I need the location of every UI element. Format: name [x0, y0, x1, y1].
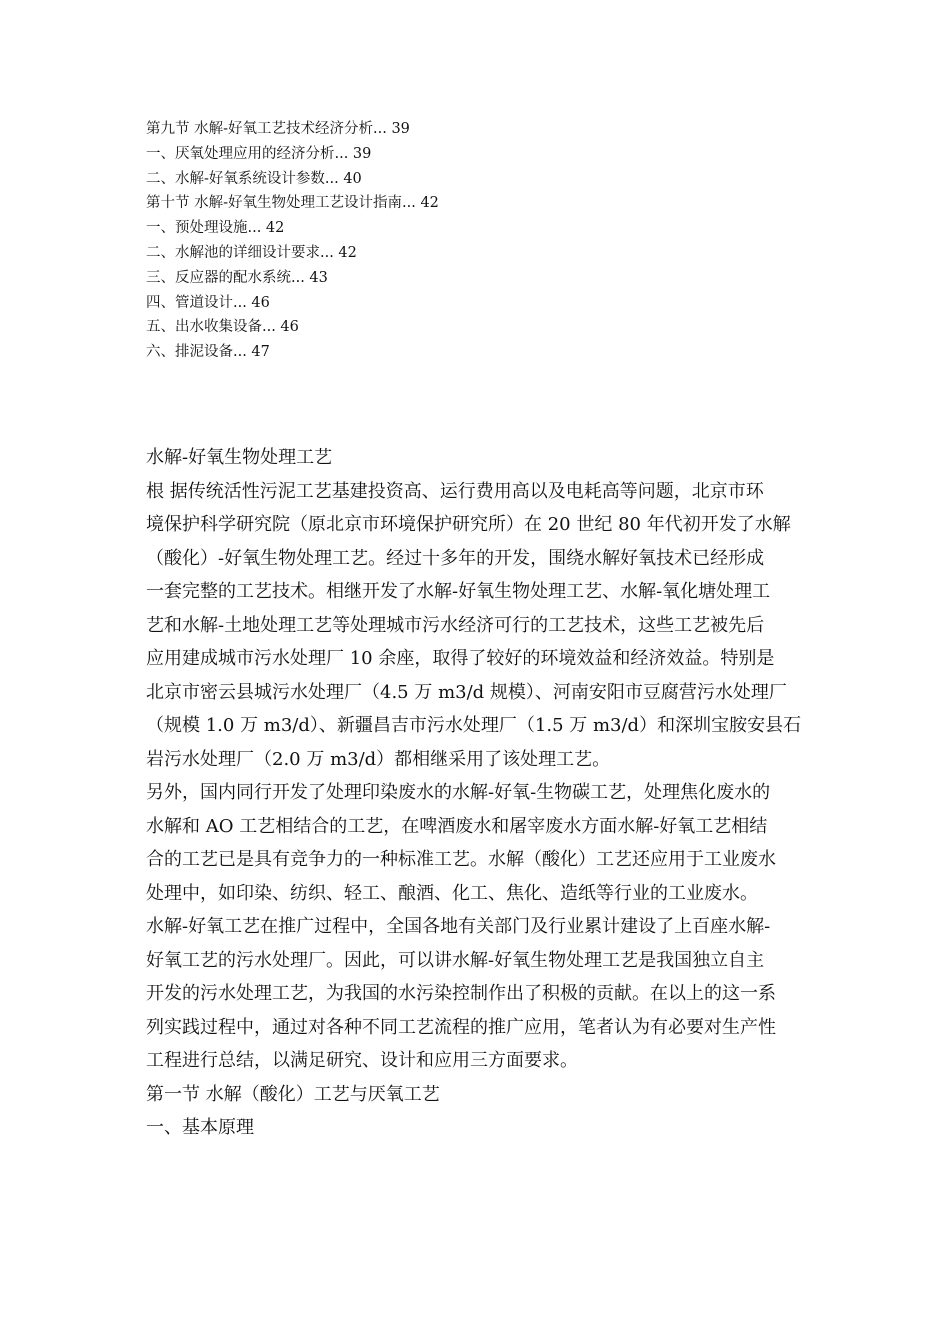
body-text-line: 水解和 AO 工艺相结合的工艺，在啤酒废水和屠宰废水方面水解-好氧工艺相结 — [146, 815, 768, 837]
section-title: 水解-好氧生物处理工艺 — [146, 447, 333, 468]
toc-entry[interactable]: 二、水解池的详细设计要求... 42 — [146, 244, 357, 261]
body-text-line: 工程进行总结，以满足研究、设计和应用三方面要求。 — [146, 1050, 578, 1071]
body-text-line: 好氧工艺的污水处理厂。因此，可以讲水解-好氧生物处理工艺是我国独立自主 — [146, 949, 765, 971]
toc-entry[interactable]: 五、出水收集设备... 46 — [146, 319, 299, 336]
toc-entry[interactable]: 第十节 水解-好氧生物处理工艺设计指南... 42 — [146, 195, 439, 212]
body-text-line: （规模 1.0 万 m3/d）、新疆昌吉市污水处理厂（1.5 万 m3/d）和深圳宝胺安县石 — [146, 715, 802, 736]
body-text-line: 处理中，如印染、纺织、轻工、酿酒、化工、焦化、造纸等行业的工业废水。 — [146, 882, 758, 904]
body-text-line: 根 据传统活性污泥工艺基建投资高、运行费用高以及电耗高等问题，北京市环 — [146, 480, 764, 502]
document-body — [146, 441, 808, 1145]
body-text-line: 一套完整的工艺技术。相继开发了水解-好氧生物处理工艺、水解-氧化塘处理工 — [146, 581, 771, 602]
toc-entry[interactable]: 四、管道设计... 46 — [146, 294, 270, 311]
toc-entry[interactable]: 一、预处理设施... 42 — [146, 220, 285, 237]
toc-entry[interactable]: 三、反应器的配水系统... 43 — [146, 269, 328, 286]
body-text-line: 境保护科学研究院（原北京市环境保护研究所）在 20 世纪 80 年代初开发了水解 — [146, 514, 791, 535]
toc-entry[interactable]: 第九节 水解-好氧工艺技术经济分析... 39 — [146, 121, 410, 137]
toc-entry[interactable]: 六、排泥设备... 47 — [146, 344, 270, 361]
body-text-line: 岩污水处理厂（2.0 万 m3/d）都相继采用了该处理工艺。 — [146, 748, 611, 770]
body-text-line: 北京市密云县城污水处理厂（4.5 万 m3/d 规模）、河南安阳市豆腐营污水处理厂 — [146, 681, 787, 703]
body-text-line: 水解-好氧工艺在推广过程中，全国各地有关部门及行业累计建设了上百座水解- — [146, 916, 771, 937]
body-text-line: （酸化）-好氧生物处理工艺。经过十多年的开发，围绕水解好氧技术已经形成 — [146, 547, 765, 569]
chapter-heading: 第一节 水解（酸化）工艺与厌氧工艺 — [146, 1083, 440, 1105]
toc-entry[interactable]: 一、厌氧处理应用的经济分析... 39 — [146, 145, 372, 162]
subsection-heading: 一、基本原理 — [146, 1117, 254, 1138]
body-text-line: 合的工艺已是具有竞争力的一种标准工艺。水解（酸化）工艺还应用于工业废水 — [146, 849, 776, 870]
body-text-line: 应用建成城市污水处理厂 10 余座，取得了较好的环境效益和经济效益。特别是 — [146, 648, 775, 669]
table-of-contents — [146, 117, 846, 365]
body-text-line: 另外，国内同行开发了处理印染废水的水解-好氧-生物碳工艺，处理焦化废水的 — [146, 782, 771, 803]
body-text-line: 艺和水解-土地处理工艺等处理城市污水经济可行的工艺技术，这些工艺被先后 — [146, 614, 765, 636]
body-text-line: 开发的污水处理工艺，为我国的水污染控制作出了积极的贡献。在以上的这一系 — [146, 983, 776, 1004]
body-text-line: 列实践过程中，通过对各种不同工艺流程的推广应用，笔者认为有必要对生产性 — [146, 1016, 776, 1038]
toc-entry[interactable]: 二、水解-好氧系统设计参数... 40 — [146, 170, 362, 187]
